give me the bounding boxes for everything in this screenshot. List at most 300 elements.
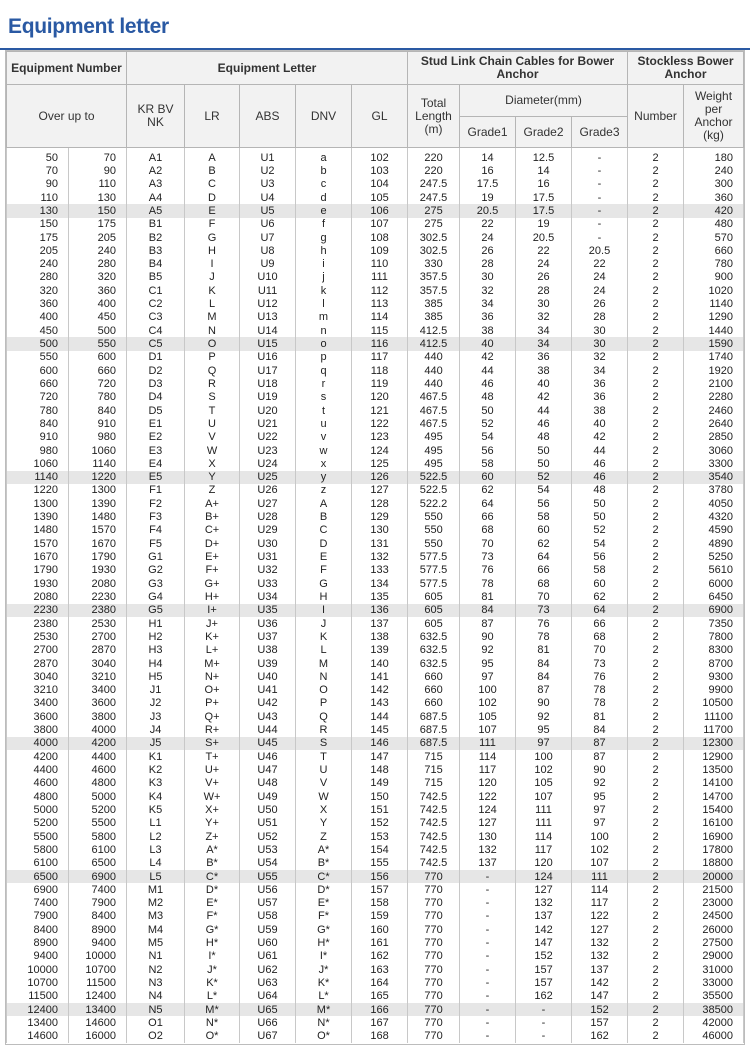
lr-cell: N xyxy=(185,324,240,337)
lr-cell: R+ xyxy=(185,723,240,736)
grade2-cell: 40 xyxy=(516,377,572,390)
total-length-cell: 330 xyxy=(408,258,460,271)
gl-cell: 123 xyxy=(352,431,408,444)
kr-bv-nk-cell: G5 xyxy=(127,604,185,617)
grade2-cell: 14 xyxy=(516,164,572,177)
total-length-cell: 522.5 xyxy=(408,484,460,497)
abs-cell: U55 xyxy=(240,870,296,883)
lr-cell: F xyxy=(185,218,240,231)
grade2-cell: 81 xyxy=(516,644,572,657)
grade3-cell: 36 xyxy=(572,377,628,390)
over-cell: 2530 xyxy=(7,630,69,643)
lr-cell: H xyxy=(185,244,240,257)
grade1-cell: - xyxy=(460,936,516,949)
grade2-cell: 111 xyxy=(516,817,572,830)
anchor-weight-cell: 10500 xyxy=(684,697,744,710)
up-to-cell: 5000 xyxy=(69,790,127,803)
table-row xyxy=(7,148,744,165)
grade1-cell: 122 xyxy=(460,790,516,803)
anchor-weight-cell: 5610 xyxy=(684,564,744,577)
anchor-weight-cell: 3540 xyxy=(684,471,744,484)
over-cell: 2380 xyxy=(7,617,69,630)
dnv-cell: d xyxy=(296,191,352,204)
kr-bv-nk-cell: F1 xyxy=(127,484,185,497)
lr-cell: W+ xyxy=(185,790,240,803)
abs-cell: U8 xyxy=(240,244,296,257)
kr-bv-nk-cell: H4 xyxy=(127,657,185,670)
abs-cell: U27 xyxy=(240,497,296,510)
total-length-cell: 495 xyxy=(408,431,460,444)
table-row xyxy=(7,590,744,603)
up-to-cell: 8900 xyxy=(69,923,127,936)
table-row xyxy=(7,564,744,577)
anchor-number-cell: 2 xyxy=(628,404,684,417)
table-row xyxy=(7,897,744,910)
grade3-cell: - xyxy=(572,178,628,191)
grade1-cell: 66 xyxy=(460,510,516,523)
gl-cell: 124 xyxy=(352,444,408,457)
kr-bv-nk-cell: E1 xyxy=(127,417,185,430)
dnv-cell: O xyxy=(296,684,352,697)
dnv-cell: W xyxy=(296,790,352,803)
gl-cell: 149 xyxy=(352,777,408,790)
abs-cell: U36 xyxy=(240,617,296,630)
kr-bv-nk-cell: M3 xyxy=(127,910,185,923)
table-row xyxy=(7,471,744,484)
over-cell: 600 xyxy=(7,364,69,377)
kr-bv-nk-cell: M4 xyxy=(127,923,185,936)
over-cell: 12400 xyxy=(7,1003,69,1016)
table-row xyxy=(7,670,744,683)
anchor-weight-cell: 240 xyxy=(684,164,744,177)
grade2-cell: 28 xyxy=(516,284,572,297)
lr-cell: X+ xyxy=(185,803,240,816)
gl-cell: 162 xyxy=(352,950,408,963)
table-row xyxy=(7,284,744,297)
anchor-number-cell: 2 xyxy=(628,497,684,510)
up-to-cell: 175 xyxy=(69,218,127,231)
abs-cell: U57 xyxy=(240,897,296,910)
grade1-cell: 81 xyxy=(460,590,516,603)
grade3-cell: 73 xyxy=(572,657,628,670)
table-row xyxy=(7,697,744,710)
dnv-cell: A* xyxy=(296,843,352,856)
total-length-cell: 467.5 xyxy=(408,417,460,430)
grade1-cell: - xyxy=(460,883,516,896)
anchor-number-cell: 2 xyxy=(628,244,684,257)
grade2-cell: 24 xyxy=(516,258,572,271)
anchor-number-cell: 2 xyxy=(628,950,684,963)
gl-cell: 116 xyxy=(352,337,408,350)
table-row xyxy=(7,431,744,444)
total-length-cell: 550 xyxy=(408,510,460,523)
total-length-cell: 770 xyxy=(408,910,460,923)
abs-cell: U29 xyxy=(240,524,296,537)
equipment-table xyxy=(6,51,744,1043)
table-row xyxy=(7,684,744,697)
gl-cell: 130 xyxy=(352,524,408,537)
kr-bv-nk-cell: F4 xyxy=(127,524,185,537)
anchor-weight-cell: 1920 xyxy=(684,364,744,377)
abs-cell: U13 xyxy=(240,311,296,324)
lr-cell: N* xyxy=(185,1016,240,1029)
anchor-number-cell: 2 xyxy=(628,870,684,883)
grade2-cell: 66 xyxy=(516,564,572,577)
table-row xyxy=(7,763,744,776)
lr-cell: X xyxy=(185,457,240,470)
over-cell: 500 xyxy=(7,337,69,350)
grade2-cell: 46 xyxy=(516,417,572,430)
gl-cell: 158 xyxy=(352,897,408,910)
over-cell: 2700 xyxy=(7,644,69,657)
anchor-number-cell: 2 xyxy=(628,670,684,683)
anchor-weight-cell: 8300 xyxy=(684,644,744,657)
header-stockless-anchor: Stockless Bower Anchor xyxy=(628,52,744,85)
anchor-number-cell: 2 xyxy=(628,364,684,377)
kr-bv-nk-cell: B3 xyxy=(127,244,185,257)
grade3-cell: 142 xyxy=(572,976,628,989)
up-to-cell: 16000 xyxy=(69,1030,127,1043)
lr-cell: B+ xyxy=(185,510,240,523)
grade2-cell: 70 xyxy=(516,590,572,603)
dnv-cell: R xyxy=(296,723,352,736)
grade2-cell: 26 xyxy=(516,271,572,284)
dnv-cell: C xyxy=(296,524,352,537)
over-cell: 320 xyxy=(7,284,69,297)
lr-cell: T+ xyxy=(185,750,240,763)
anchor-number-cell: 2 xyxy=(628,897,684,910)
total-length-cell: 715 xyxy=(408,777,460,790)
grade1-cell: 73 xyxy=(460,550,516,563)
table-row xyxy=(7,524,744,537)
dnv-cell: D* xyxy=(296,883,352,896)
lr-cell: K+ xyxy=(185,630,240,643)
gl-cell: 151 xyxy=(352,803,408,816)
table-row xyxy=(7,657,744,670)
total-length-cell: 522.2 xyxy=(408,497,460,510)
anchor-number-cell: 2 xyxy=(628,284,684,297)
grade3-cell: 84 xyxy=(572,723,628,736)
abs-cell: U25 xyxy=(240,471,296,484)
gl-cell: 164 xyxy=(352,976,408,989)
over-cell: 130 xyxy=(7,204,69,217)
up-to-cell: 1300 xyxy=(69,484,127,497)
grade3-cell: 81 xyxy=(572,710,628,723)
anchor-weight-cell: 15400 xyxy=(684,803,744,816)
grade2-cell: 20.5 xyxy=(516,231,572,244)
grade2-cell: 36 xyxy=(516,351,572,364)
up-to-cell: 4800 xyxy=(69,777,127,790)
dnv-cell: H* xyxy=(296,936,352,949)
lr-cell: H+ xyxy=(185,590,240,603)
anchor-number-cell: 2 xyxy=(628,550,684,563)
up-to-cell: 4400 xyxy=(69,750,127,763)
dnv-cell: t xyxy=(296,404,352,417)
header-grade3: Grade3 xyxy=(572,117,628,148)
table-row xyxy=(7,417,744,430)
grade1-cell: 62 xyxy=(460,484,516,497)
kr-bv-nk-cell: N1 xyxy=(127,950,185,963)
up-to-cell: 2380 xyxy=(69,604,127,617)
lr-cell: L+ xyxy=(185,644,240,657)
grade2-cell: 105 xyxy=(516,777,572,790)
kr-bv-nk-cell: E3 xyxy=(127,444,185,457)
total-length-cell: 632.5 xyxy=(408,657,460,670)
total-length-cell: 440 xyxy=(408,377,460,390)
kr-bv-nk-cell: G4 xyxy=(127,590,185,603)
over-cell: 4000 xyxy=(7,737,69,750)
dnv-cell: z xyxy=(296,484,352,497)
dnv-cell: K xyxy=(296,630,352,643)
up-to-cell: 10000 xyxy=(69,950,127,963)
total-length-cell: 770 xyxy=(408,1016,460,1029)
total-length-cell: 742.5 xyxy=(408,830,460,843)
up-to-cell: 6100 xyxy=(69,843,127,856)
gl-cell: 143 xyxy=(352,697,408,710)
grade1-cell: 34 xyxy=(460,297,516,310)
lr-cell: I* xyxy=(185,950,240,963)
anchor-weight-cell: 420 xyxy=(684,204,744,217)
grade3-cell: 52 xyxy=(572,524,628,537)
anchor-weight-cell: 21500 xyxy=(684,883,744,896)
lr-cell: U+ xyxy=(185,763,240,776)
lr-cell: E xyxy=(185,204,240,217)
grade3-cell: 36 xyxy=(572,391,628,404)
dnv-cell: F xyxy=(296,564,352,577)
total-length-cell: 632.5 xyxy=(408,630,460,643)
gl-cell: 108 xyxy=(352,231,408,244)
dnv-cell: m xyxy=(296,311,352,324)
grade2-cell: 78 xyxy=(516,630,572,643)
table-row xyxy=(7,444,744,457)
kr-bv-nk-cell: A4 xyxy=(127,191,185,204)
dnv-cell: I* xyxy=(296,950,352,963)
over-cell: 980 xyxy=(7,444,69,457)
grade3-cell: 107 xyxy=(572,857,628,870)
gl-cell: 157 xyxy=(352,883,408,896)
kr-bv-nk-cell: G3 xyxy=(127,577,185,590)
header-over-up-to: Over up to xyxy=(7,85,127,148)
grade3-cell: 50 xyxy=(572,510,628,523)
up-to-cell: 1220 xyxy=(69,471,127,484)
total-length-cell: 742.5 xyxy=(408,843,460,856)
grade2-cell: 84 xyxy=(516,657,572,670)
header-equipment-letter: Equipment Letter xyxy=(127,52,408,85)
abs-cell: U54 xyxy=(240,857,296,870)
total-length-cell: 385 xyxy=(408,311,460,324)
abs-cell: U43 xyxy=(240,710,296,723)
abs-cell: U23 xyxy=(240,444,296,457)
table-row xyxy=(7,910,744,923)
total-length-cell: 770 xyxy=(408,870,460,883)
grade2-cell: 34 xyxy=(516,337,572,350)
kr-bv-nk-cell: B5 xyxy=(127,271,185,284)
grade1-cell: 120 xyxy=(460,777,516,790)
total-length-cell: 440 xyxy=(408,351,460,364)
grade3-cell: 157 xyxy=(572,1016,628,1029)
total-length-cell: 715 xyxy=(408,750,460,763)
header-lr: LR xyxy=(185,85,240,148)
grade1-cell: 30 xyxy=(460,271,516,284)
table-row xyxy=(7,164,744,177)
over-cell: 5000 xyxy=(7,803,69,816)
anchor-number-cell: 2 xyxy=(628,1016,684,1029)
grade1-cell: - xyxy=(460,923,516,936)
abs-cell: U47 xyxy=(240,763,296,776)
up-to-cell: 980 xyxy=(69,431,127,444)
grade2-cell: 52 xyxy=(516,471,572,484)
grade2-cell: 22 xyxy=(516,244,572,257)
lr-cell: N+ xyxy=(185,670,240,683)
abs-cell: U12 xyxy=(240,297,296,310)
over-cell: 4200 xyxy=(7,750,69,763)
grade3-cell: 95 xyxy=(572,790,628,803)
over-cell: 13400 xyxy=(7,1016,69,1029)
total-length-cell: 687.5 xyxy=(408,737,460,750)
lr-cell: Y+ xyxy=(185,817,240,830)
over-cell: 240 xyxy=(7,258,69,271)
table-row xyxy=(7,723,744,736)
lr-cell: S+ xyxy=(185,737,240,750)
anchor-number-cell: 2 xyxy=(628,204,684,217)
grade1-cell: 17.5 xyxy=(460,178,516,191)
over-cell: 2080 xyxy=(7,590,69,603)
header-number: Number xyxy=(628,85,684,148)
lr-cell: P+ xyxy=(185,697,240,710)
over-cell: 6500 xyxy=(7,870,69,883)
anchor-number-cell: 2 xyxy=(628,737,684,750)
anchor-weight-cell: 2280 xyxy=(684,391,744,404)
up-to-cell: 90 xyxy=(69,164,127,177)
grade1-cell: 90 xyxy=(460,630,516,643)
grade3-cell: 100 xyxy=(572,830,628,843)
kr-bv-nk-cell: H3 xyxy=(127,644,185,657)
up-to-cell: 3210 xyxy=(69,670,127,683)
up-to-cell: 3800 xyxy=(69,710,127,723)
gl-cell: 147 xyxy=(352,750,408,763)
lr-cell: U xyxy=(185,417,240,430)
table-row xyxy=(7,1030,744,1043)
total-length-cell: 770 xyxy=(408,963,460,976)
lr-cell: R xyxy=(185,377,240,390)
up-to-cell: 4600 xyxy=(69,763,127,776)
grade2-cell: 111 xyxy=(516,803,572,816)
over-cell: 110 xyxy=(7,191,69,204)
grade1-cell: 26 xyxy=(460,244,516,257)
anchor-number-cell: 2 xyxy=(628,817,684,830)
dnv-cell: l xyxy=(296,297,352,310)
gl-cell: 131 xyxy=(352,537,408,550)
anchor-number-cell: 2 xyxy=(628,976,684,989)
lr-cell: O xyxy=(185,337,240,350)
lr-cell: Z xyxy=(185,484,240,497)
grade2-cell: 124 xyxy=(516,870,572,883)
dnv-cell: G* xyxy=(296,923,352,936)
table-row xyxy=(7,990,744,1003)
grade2-cell: 16 xyxy=(516,178,572,191)
abs-cell: U33 xyxy=(240,577,296,590)
up-to-cell: 600 xyxy=(69,351,127,364)
kr-bv-nk-cell: N3 xyxy=(127,976,185,989)
over-cell: 3040 xyxy=(7,670,69,683)
gl-cell: 113 xyxy=(352,297,408,310)
kr-bv-nk-cell: E5 xyxy=(127,471,185,484)
abs-cell: U3 xyxy=(240,178,296,191)
grade3-cell: 127 xyxy=(572,923,628,936)
total-length-cell: 605 xyxy=(408,590,460,603)
table-row xyxy=(7,830,744,843)
abs-cell: U6 xyxy=(240,218,296,231)
anchor-weight-cell: 31000 xyxy=(684,963,744,976)
kr-bv-nk-cell: M1 xyxy=(127,883,185,896)
abs-cell: U22 xyxy=(240,431,296,444)
over-cell: 150 xyxy=(7,218,69,231)
grade1-cell: 78 xyxy=(460,577,516,590)
kr-bv-nk-cell: D1 xyxy=(127,351,185,364)
kr-bv-nk-cell: O2 xyxy=(127,1030,185,1043)
grade3-cell: 78 xyxy=(572,684,628,697)
lr-cell: Z+ xyxy=(185,830,240,843)
grade2-cell: 137 xyxy=(516,910,572,923)
lr-cell: V xyxy=(185,431,240,444)
kr-bv-nk-cell: K5 xyxy=(127,803,185,816)
header-dnv: DNV xyxy=(296,85,352,148)
lr-cell: A+ xyxy=(185,497,240,510)
grade1-cell: 54 xyxy=(460,431,516,444)
gl-cell: 110 xyxy=(352,258,408,271)
over-cell: 780 xyxy=(7,404,69,417)
table-row xyxy=(7,497,744,510)
kr-bv-nk-cell: A3 xyxy=(127,178,185,191)
grade3-cell: 46 xyxy=(572,457,628,470)
total-length-cell: 770 xyxy=(408,883,460,896)
anchor-weight-cell: 9900 xyxy=(684,684,744,697)
grade1-cell: - xyxy=(460,870,516,883)
anchor-number-cell: 2 xyxy=(628,391,684,404)
total-length-cell: 687.5 xyxy=(408,723,460,736)
abs-cell: U9 xyxy=(240,258,296,271)
grade2-cell: 90 xyxy=(516,697,572,710)
abs-cell: U45 xyxy=(240,737,296,750)
header-total-length: Total Length (m) xyxy=(408,85,460,148)
anchor-number-cell: 2 xyxy=(628,148,684,165)
grade1-cell: 46 xyxy=(460,377,516,390)
anchor-weight-cell: 42000 xyxy=(684,1016,744,1029)
dnv-cell: I xyxy=(296,604,352,617)
gl-cell: 125 xyxy=(352,457,408,470)
header-equipment-number: Equipment Number xyxy=(7,52,127,85)
up-to-cell: 4000 xyxy=(69,723,127,736)
abs-cell: U30 xyxy=(240,537,296,550)
dnv-cell: N xyxy=(296,670,352,683)
header-diameter: Diameter(mm) xyxy=(460,85,628,117)
grade1-cell: 22 xyxy=(460,218,516,231)
up-to-cell: 6500 xyxy=(69,857,127,870)
table-row xyxy=(7,510,744,523)
dnv-cell: E* xyxy=(296,897,352,910)
total-length-cell: 247.5 xyxy=(408,178,460,191)
over-cell: 550 xyxy=(7,351,69,364)
table-row xyxy=(7,750,744,763)
grade2-cell: 62 xyxy=(516,537,572,550)
kr-bv-nk-cell: C4 xyxy=(127,324,185,337)
table-row xyxy=(7,457,744,470)
grade2-cell: 44 xyxy=(516,404,572,417)
grade1-cell: 105 xyxy=(460,710,516,723)
anchor-number-cell: 2 xyxy=(628,324,684,337)
anchor-weight-cell: 46000 xyxy=(684,1030,744,1043)
anchor-weight-cell: 3780 xyxy=(684,484,744,497)
